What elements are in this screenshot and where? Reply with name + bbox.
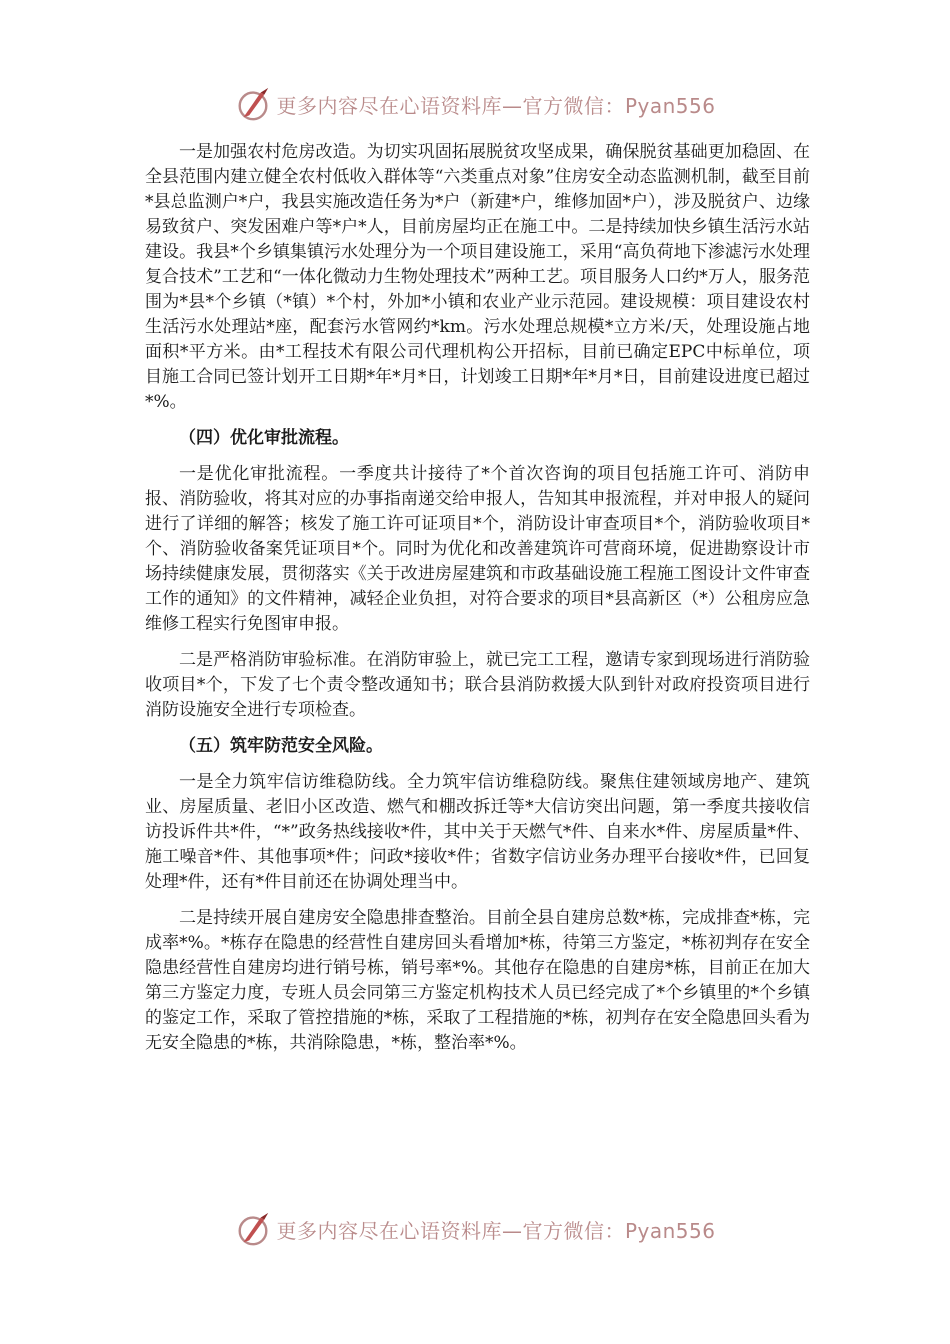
watermark-banner-top — [0, 82, 950, 126]
watermark-text: 更多内容尽在心语资料库—官方微信：Pyan556 — [276, 1218, 716, 1243]
paragraph-petition-stability: 一是全力筑牢信访维稳防线。全力筑牢信访维稳防线。聚焦住建领域房地产、建筑业、房屋质量、老旧小区改造、燃气和棚改拆迁等*大信访突出问题，第一季度共接收信访投诉件共*件，“*”政务热线接收*件，其中关于天燃气*件、自来水*件、房屋质量*件、施工噪音*件、其他事项*件；问政*接收*件；省数字信访业务办理平台接收*件，已回复处理*件，还有*件目前还在协调处理当中。 — [145, 772, 810, 892]
section-heading-4: （四）优化审批流程。 — [179, 428, 349, 448]
paragraph-self-built-housing: 二是持续开展自建房安全隐患排查整治。目前全县自建房总数*栋，完成排查*栋，完成率*%。*栋存在隐患的经营性自建房回头看增加*栋，待第三方鉴定，*栋初判存在安全隐患经营性自建房均进行销号栋，销号率*%。其他存在隐患的自建房*栋，目前正在加大第三方鉴定力度，专班人员会同第三方鉴定机构技术人员已经完成了*个乡镇里的*个乡镇的鉴定工作，采取了管控措施的*栋，采取了工程措施的*栋，初判存在安全隐患回头看为无安全隐患的*栋，共消除隐患，*栋，整治率*%。 — [145, 908, 810, 1053]
paragraph-fire-inspection: 二是严格消防审验标准。在消防审验上，就已完工工程，邀请专家到现场进行消防验收项目*个，下发了七个责令整改通知书；联合县消防救援大队到针对政府投资项目进行消防设施安全进行专项检查。 — [145, 650, 810, 720]
document-body — [145, 140, 810, 1056]
paragraph-housing-and-sewage: 一是加强农村危房改造。为切实巩固拓展脱贫攻坚成果，确保脱贫基础更加稳固、在全县范围内建立健全农村低收入群体等“六类重点对象”住房安全动态监测机制，截至目前*县总监测户*户，我县实施改造任务为*户（新建*户，维修加固*户），涉及脱贫户、边缘易致贫户、突发困难户等*户*人，目前房屋均正在施工中。二是持续加快乡镇生活污水站建设。我县*个乡镇集镇污水处理分为一个项目建设施工，采用“高负荷地下渗滤污水处理复合技术”工艺和“一体化微动力生物处理技术”两种工艺。项目服务人口约*万人，服务范围为*县*个乡镇（*镇）*个村，外加*小镇和农业产业示范园。建设规模：项目建设农村生活污水处理站*座，配套污水管网约*km。污水处理总规模*立方米/天，处理设施占地面积*平方米。由*工程技术有限公司代理机构公开招标，目前已确定EPC中标单位，项目施工合同已签计划开工日期*年*月*日，计划竣工日期*年*月*日，目前建设进度已超过*%。 — [145, 142, 810, 412]
paragraph-approval-process: 一是优化审批流程。一季度共计接待了*个首次咨询的项目包括施工许可、消防申报、消防验收，将其对应的办事指南递交给申报人，告知其申报流程，并对申报人的疑问进行了详细的解答；核发了施工许可证项目*个，消防设计审查项目*个，消防验收项目*个、消防验收备案凭证项目*个。同时为优化和改善建筑许可营商环境，促进勘察设计市场持续健康发展，贯彻落实《关于改进房屋建筑和市政基础设施工程施工图设计文件审查工作的通知》的文件精神，减轻企业负担，对符合要求的项目*县高新区（*）公租房应急维修工程实行免图审申报。 — [145, 464, 810, 634]
quill-pen-logo-icon — [234, 85, 272, 123]
watermark-banner-bottom — [0, 1207, 950, 1251]
section-heading-5: （五）筑牢防范安全风险。 — [179, 736, 383, 756]
watermark-text: 更多内容尽在心语资料库—官方微信：Pyan556 — [276, 93, 716, 118]
quill-pen-logo-icon — [234, 1210, 272, 1248]
